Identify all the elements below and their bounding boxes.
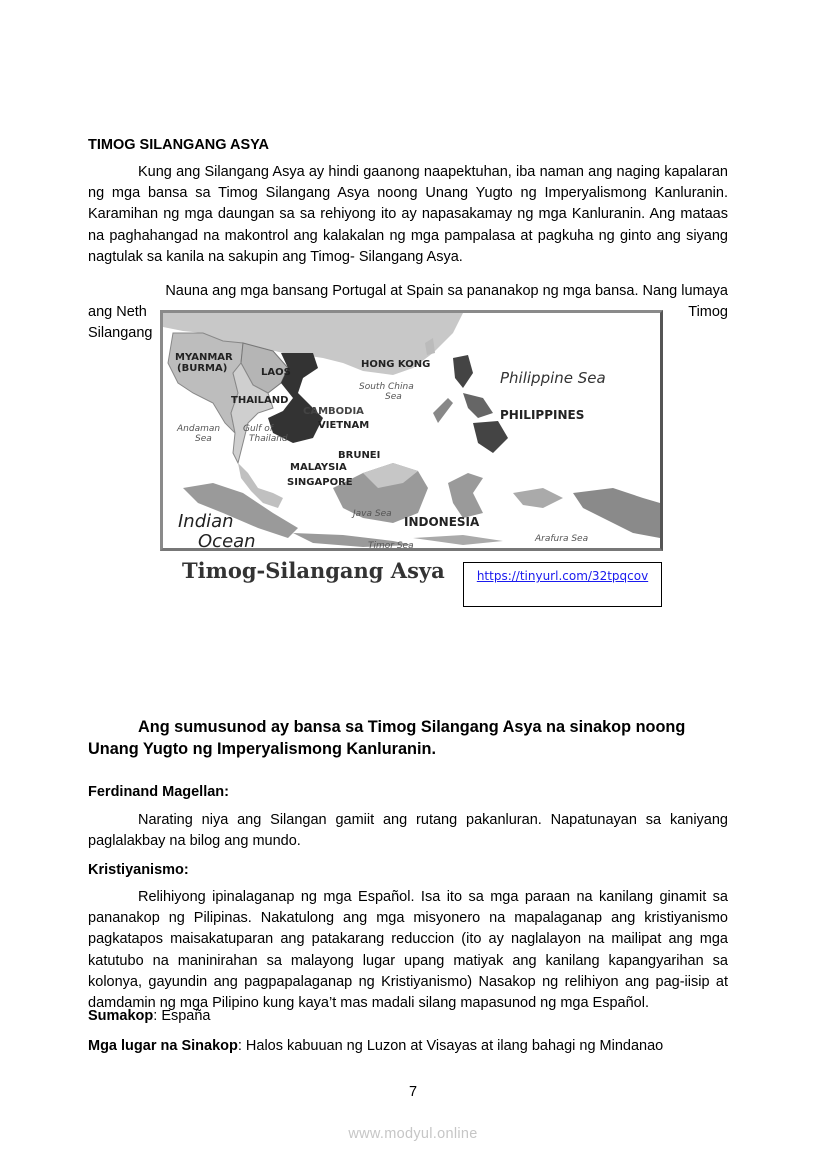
- map-label-burma: (BURMA): [177, 363, 228, 374]
- map-label-philippines: PHILIPPINES: [500, 408, 585, 422]
- map-label-vietnam: VIETNAM: [318, 420, 370, 431]
- subheading: Ang sumusunod ay bansa sa Timog Silangang Asya na sinakop noong Unang Yugto ng Imperyalismong Kanluranin.: [88, 718, 686, 758]
- map-label-indian: Indian: [178, 511, 234, 532]
- map-label-brunei: BRUNEI: [338, 450, 381, 461]
- map-label-cambodia: CAMBODIA: [303, 406, 364, 417]
- map-label-andaman: Andaman: [177, 424, 221, 434]
- paragraph-line: Silangang: [88, 325, 153, 342]
- watermark: www.modyul.online: [348, 1126, 478, 1142]
- source-link[interactable]: https://tinyurl.com/32tpqcov: [476, 569, 649, 583]
- map-label-singapore: SINGAPORE: [287, 477, 353, 488]
- map-label-hong-kong: HONG KONG: [361, 359, 431, 370]
- kristiyanismo-paragraph: Relihiyong ipinalaganap ng mga Español. Isa ito sa mga paraan na kanilang ginamit sa pananakop ng Pilipinas. Nakatulong ang mga misyonero na mapalaganap ang kristiyanismo pagkatapos maisakatuparan ang patakarang reduccion (ito ay naglalayon na mailipat ang mga katutubo na maninirahan sa malayong lugar upang matiyak ang kanilang kapangyarihan sa kolonya, gayundin ang pagpapalaganap ng Kristiyanismo) Nasakop ng relihiyon ang pag-iisip at damdamin ng mga Pilipino kung kaya’t mas madali silang mapasunod ng mga Español.: [88, 889, 728, 1012]
- map-label-arafura-sea: Arafura Sea: [535, 534, 589, 544]
- lugar-row: Mga lugar na Sinakop: Halos kabuuan ng Luzon at Visayas at ilang bahagi ng Mindanao: [88, 1038, 664, 1054]
- intro-paragraph: Kung ang Silangang Asya ay hindi gaanong naapektuhan, iba naman ang naging kapalaran ng mga bansa sa Timog Silangang Asya noong Unang Yugto ng Imperyalismong Kanluranin. Karamihan ng mga daungan sa sa rehiyong ito ay napasakamay ng mga Kanluranin. Ang mataas na paghahangad na makontrol ang kalakalan ng mga pampalasa at pagkuha ng ginto ang siyang nagtulak sa kanila na sakupin ang Timog- Silangang Asya.: [88, 164, 728, 265]
- page-number: 7: [408, 1084, 418, 1100]
- magellan-paragraph: Narating niya ang Silangan gamiit ang rutang pakanluran. Napatunayan sa kaniyang paglalakbay na bilog ang mundo.: [88, 812, 728, 850]
- paragraph-line: Nauna ang mga bansang Portugal at Spain sa pananakop ng mga bansa. Nang lumaya: [165, 283, 728, 299]
- paragraph-line: ang Neth Timog: [88, 304, 728, 321]
- map-label-java-sea: Java Sea: [353, 509, 392, 519]
- map-label-laos: LAOS: [261, 367, 291, 378]
- kristiyanismo-label: Kristiyanismo:: [88, 862, 189, 878]
- map-label-timor-sea: Timor Sea: [368, 541, 414, 548]
- map-label-andaman-2: Sea: [195, 434, 212, 444]
- map-label-gulf-2: Thailand: [249, 434, 288, 444]
- map-label-philippine-sea: Philippine Sea: [500, 369, 606, 387]
- source-link-box: [463, 562, 662, 607]
- map-label-south-china-sea: South China: [359, 382, 414, 392]
- magellan-label: Ferdinand Magellan:: [88, 784, 229, 800]
- map-graphic: [163, 313, 660, 548]
- map-label-malaysia: MALAYSIA: [290, 462, 347, 473]
- map-label-thailand: THAILAND: [231, 395, 289, 406]
- map-caption: Timog-Silangang Asya: [182, 558, 445, 583]
- map-label-indonesia: INDONESIA: [404, 515, 480, 529]
- southeast-asia-map: [160, 310, 663, 551]
- map-label-gulf: Gulf of: [243, 424, 273, 434]
- map-label-ocean: Ocean: [198, 531, 256, 548]
- section-title: TIMOG SILANGANG ASYA: [88, 137, 269, 153]
- sumakop-row: Sumakop: España: [88, 1008, 211, 1024]
- map-label-south-china-sea-2: Sea: [385, 392, 402, 402]
- map-label-myanmar: MYANMAR: [175, 352, 233, 363]
